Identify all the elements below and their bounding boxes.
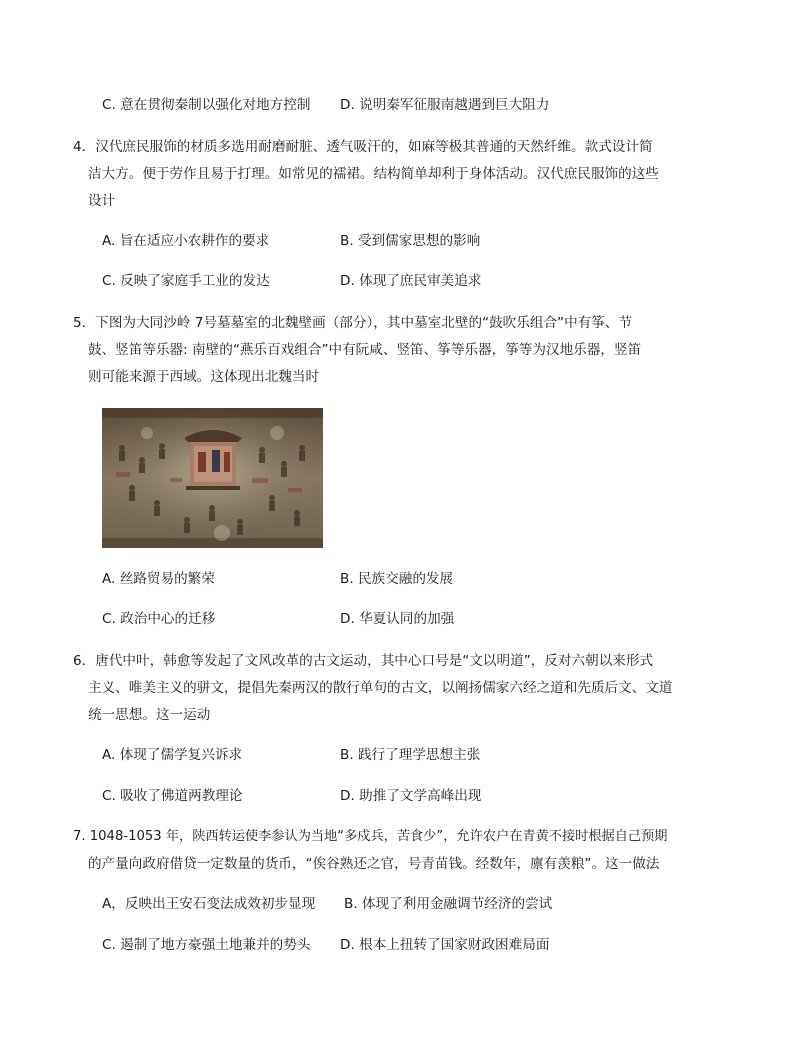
q4-option-a[interactable]: A. 旨在适应小农耕作的要求 xyxy=(102,233,270,249)
q4-option-d[interactable]: D. 体现了庶民审美追求 xyxy=(340,273,482,289)
q4-stem-line-2: 洁大方。便于劳作且易于打理。如常见的襦裙。结构简单却利于身体活动。汉代庶民服饰的这些 xyxy=(88,166,659,182)
q5-option-d[interactable]: D. 华夏认同的加强 xyxy=(340,611,455,627)
q7-option-d[interactable]: D. 根本上扭转了国家财政困难局面 xyxy=(340,937,550,953)
q3-option-c[interactable]: C. 意在贯彻秦制以强化对地方控制 xyxy=(102,97,311,113)
q7-stem-line-2: 的产量向政府借贷一定数量的货币，“俟谷熟还之官，号青苗钱。经数年，廪有羡粮”。这一做法 xyxy=(88,856,660,872)
q7-option-c[interactable]: C. 遏制了地方豪强土地兼并的势头 xyxy=(102,937,311,953)
q5-stem-line-2: 鼓、竖笛等乐器: 南壁的“燕乐百戏组合”中有阮咸、竖笛、筝等乐器，筝等为汉地乐器，竖笛 xyxy=(88,342,642,358)
q4-option-b[interactable]: B. 受到儒家思想的影响 xyxy=(340,233,481,249)
q3-option-d[interactable]: D. 说明秦军征服南越遇到巨大阻力 xyxy=(340,97,550,113)
q6-option-b[interactable]: B. 践行了理学思想主张 xyxy=(340,747,481,763)
q6-stem-line-1: 6．唐代中叶，韩愈等发起了文风改革的古文运动，其中心口号是“文以明道”，反对六朝以来形式 xyxy=(73,653,654,669)
q7-option-a[interactable]: A，反映出王安石变法成效初步显现 xyxy=(102,896,316,912)
mural-painting xyxy=(102,408,323,548)
q6-stem-line-2: 主义、唯美主义的骈文，提倡先秦两汉的散行单句的古文，以阐扬儒家六经之道和先质后文、文道 xyxy=(88,680,673,696)
mural-image xyxy=(102,408,323,548)
q5-option-b[interactable]: B. 民族交融的发展 xyxy=(340,571,454,587)
q6-option-a[interactable]: A. 体现了儒学复兴诉求 xyxy=(102,747,243,763)
q7-option-b[interactable]: B. 体现了利用金融调节经济的尝试 xyxy=(344,896,553,912)
q6-option-c[interactable]: C. 吸收了佛道两教理论 xyxy=(102,788,243,804)
q4-stem-line-3: 设计 xyxy=(88,193,116,209)
q7-stem-line-1: 7. 1048-1053 年，陕西转运使李参认为当地“多戍兵，苦食少”，允许农户在青黄不接时根据自己预期 xyxy=(73,829,668,844)
q4-stem-line-1: 4．汉代庶民服饰的材质多选用耐磨耐脏、透气吸汗的，如麻等极其普通的天然纤维。款式设计简 xyxy=(73,139,653,155)
q6-option-d[interactable]: D. 助推了文学高峰出现 xyxy=(340,788,482,804)
q5-option-a[interactable]: A. 丝路贸易的繁荣 xyxy=(102,571,215,587)
q5-stem-line-3: 则可能来源于西域。这体现出北魏当时 xyxy=(88,369,320,385)
q6-stem-line-3: 统一思想。这一运动 xyxy=(88,707,211,723)
q4-option-c[interactable]: C. 反映了家庭手工业的发达 xyxy=(102,273,270,289)
q5-stem-line-1: 5．下图为大同沙岭 7号墓墓室的北魏壁画（部分），其中墓室北壁的“鼓吹乐组合”中有筝、节 xyxy=(73,315,633,331)
q5-option-c[interactable]: C. 政治中心的迁移 xyxy=(102,611,216,627)
